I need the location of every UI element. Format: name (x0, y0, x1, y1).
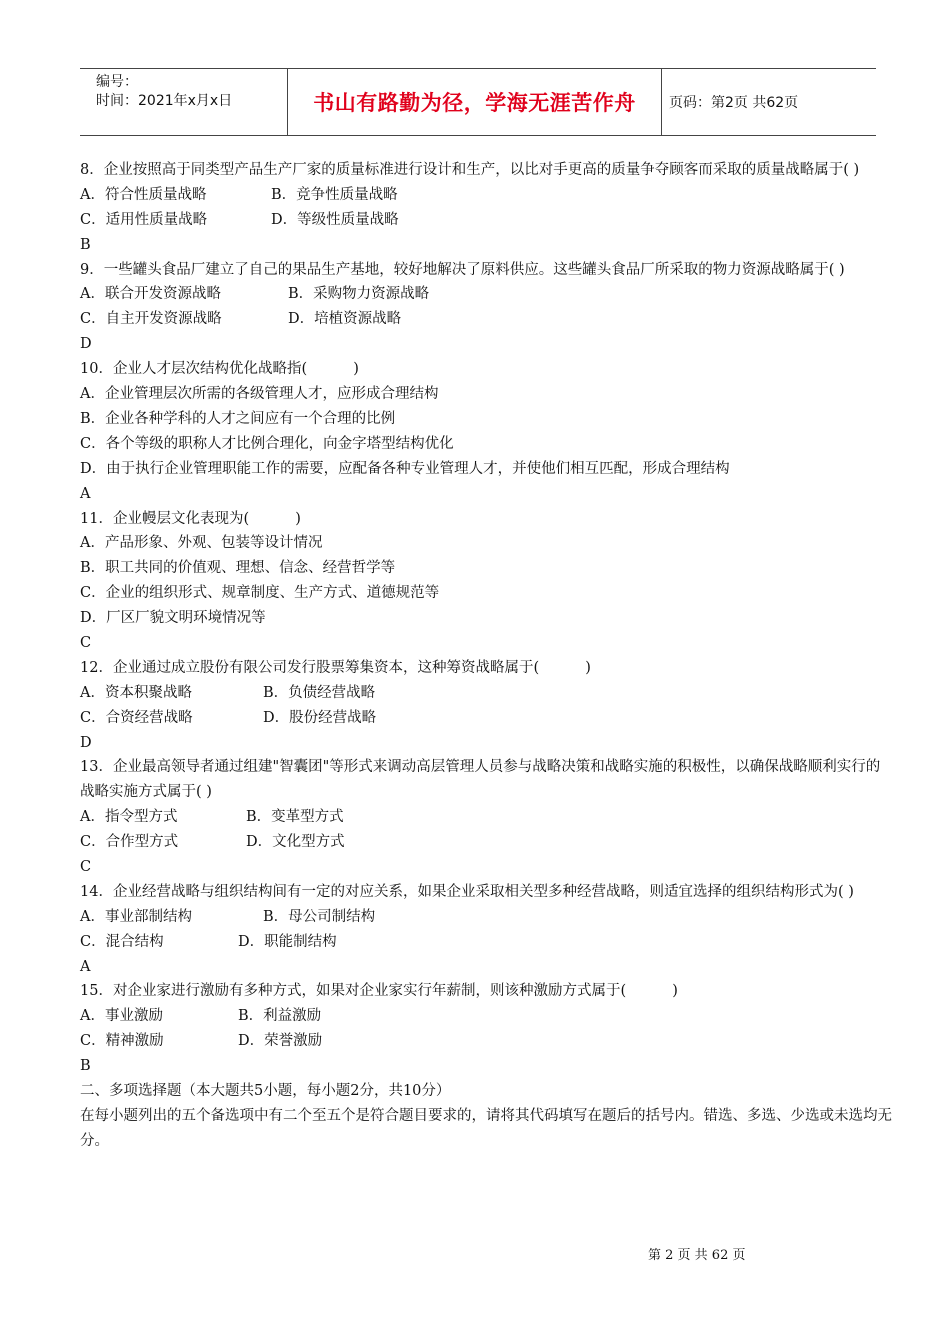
answer: C (80, 634, 92, 651)
options-row (80, 930, 892, 955)
option-b: B．企业各种学科的人才之间应有一个合理的比例 (80, 410, 396, 427)
options-row (80, 706, 892, 731)
question-stem: 9．一些罐头食品厂建立了自己的果品生产基地，较好地解决了原料供应。这些罐头食品厂所采取的物力资源战略属于( ) (80, 261, 845, 278)
question-stem: 8．企业按照高于同类型产品生产厂家的质量标准进行设计和生产，以比对手更高的质量争夺顾客而采取的质量战略属于( ) (80, 162, 860, 178)
page-label: 页码：第2页 共62页 (669, 95, 799, 111)
option-d: D．等级性质量战略 (271, 211, 399, 228)
header-right-cell (661, 69, 876, 135)
options-row (80, 681, 892, 706)
number-label: 编号： (96, 74, 138, 90)
option-a: A．符合性质量战略 (80, 186, 207, 203)
option-c: C．适用性质量战略 (80, 211, 208, 228)
option-a: A．联合开发资源战略 (80, 286, 221, 303)
answer: A (80, 485, 91, 502)
option-d: D．培植资源战略 (288, 311, 402, 328)
option-d: D．文化型方式 (246, 834, 345, 851)
options-row (80, 208, 892, 233)
option-d: D．厂区厂貌文明环境情况等 (80, 610, 266, 627)
option-c: C．自主开发资源战略 (80, 311, 222, 328)
option-a: A．事业部制结构 (80, 908, 192, 925)
question-stem: 13．企业最高领导者通过组建"智囊团"等形式来调动高层管理人员参与战略决策和战略实施的积极性，以确保战略顺利实行的战略实施方式属于( ) (80, 759, 881, 801)
option-d: D．荣誉激励 (238, 1033, 323, 1050)
page-header (80, 68, 876, 136)
options-row (80, 183, 892, 208)
options-row (80, 1029, 892, 1054)
option-a: A．事业激励 (80, 1008, 163, 1025)
option-c: C．混合结构 (80, 933, 164, 950)
option-c: C．各个等级的职称人才比例合理化，向金字塔型结构优化 (80, 435, 454, 452)
question-stem: 11．企业幔层文化表现为( ) (80, 510, 301, 527)
answer: B (80, 1058, 91, 1075)
answer: B (80, 236, 91, 253)
option-c: C．合作型方式 (80, 834, 179, 851)
options-row (80, 905, 892, 930)
time-label: 时间：2021年x月x日 (96, 93, 233, 109)
option-b: B．职工共同的价值观、理想、信念、经营哲学等 (80, 560, 396, 577)
option-a: A．企业管理层次所需的各级管理人才，应形成合理结构 (80, 386, 439, 403)
question-stem: 12．企业通过成立股份有限公司发行股票筹集资本，这种筹资战略属于( ) (80, 659, 591, 676)
options-row (80, 830, 892, 855)
footer-page-number: 第 2 页 共 62 页 (648, 1248, 746, 1263)
section-instruction: 在每小题列出的五个备选项中有二个至五个是符合题目要求的，请将其代码填写在题后的括号内。错选、多选、少选或未选均无分。 (80, 1107, 892, 1149)
option-b: B．利益激励 (238, 1008, 322, 1025)
question-stem: 10．企业人才层次结构优化战略指( ) (80, 361, 359, 378)
options-row (80, 282, 892, 307)
option-a: A．指令型方式 (80, 809, 178, 826)
document-body (80, 158, 892, 1154)
option-a: A．资本积聚战略 (80, 684, 192, 701)
answer: D (80, 336, 92, 353)
options-row (80, 805, 892, 830)
option-b: B．竞争性质量战略 (271, 186, 398, 203)
answer: A (80, 958, 91, 975)
option-d: D．职能制结构 (238, 933, 337, 950)
answer: D (80, 734, 92, 751)
header-motto-cell (287, 69, 662, 135)
motto-text: 书山有路勤为径，学海无涯苦作舟 (313, 91, 636, 115)
header-left-cell (80, 69, 287, 135)
option-b: B．采购物力资源战略 (288, 286, 430, 303)
option-c: C．合资经营战略 (80, 709, 193, 726)
option-c: C．精神激励 (80, 1033, 164, 1050)
option-d: D．由于执行企业管理职能工作的需要，应配备各种专业管理人才，并使他们相互匹配，形成合理结构 (80, 460, 730, 477)
question-stem: 14．企业经营战略与组织结构间有一定的对应关系，如果企业采取相关型多种经营战略，则适宜选择的组织结构形式为( ) (80, 883, 854, 900)
question-stem: 15．对企业家进行激励有多种方式，如果对企业家实行年薪制，则该种激励方式属于( ) (80, 983, 678, 1000)
option-b: B．负债经营战略 (263, 684, 376, 701)
answer: C (80, 859, 92, 875)
options-row (80, 307, 892, 332)
option-b: B．母公司制结构 (263, 908, 376, 925)
option-d: D．股份经营战略 (263, 709, 377, 726)
section-title: 二、多项选择题（本大题共5小题，每小题2分，共10分） (80, 1083, 451, 1100)
option-a: A．产品形象、外观、包装等设计情况 (80, 535, 323, 552)
option-c: C．企业的组织形式、规章制度、生产方式、道德规范等 (80, 585, 440, 602)
options-row (80, 1004, 892, 1029)
option-b: B．变革型方式 (246, 809, 344, 826)
